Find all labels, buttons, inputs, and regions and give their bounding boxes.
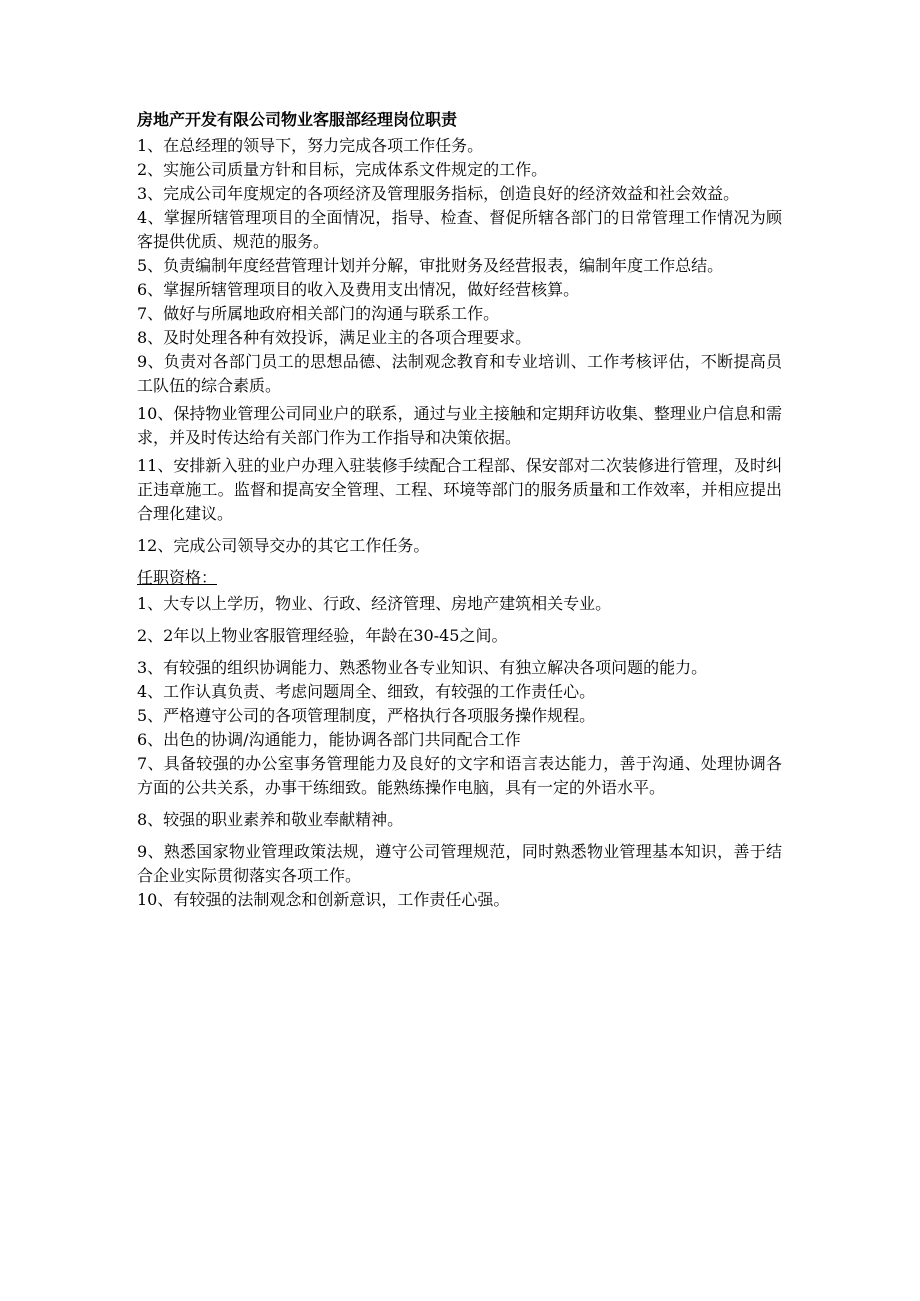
duties-list xyxy=(137,134,782,558)
qualifications-list xyxy=(137,592,782,912)
qualification-item-8: 8、较强的职业素养和敬业奉献精神。 xyxy=(137,810,404,829)
qualification-item-4: 4、工作认真负责、考虑问题周全、细致，有较强的工作责任心。 xyxy=(137,682,596,701)
qualification-item-2: 2、2年以上物业客服管理经验，年龄在30-45之间。 xyxy=(137,626,508,645)
duty-item-9: 9、负责对各部门员工的思想品德、法制观念教育和专业培训、工作考核评估，不断提高员工队伍的综合素质。 xyxy=(137,352,782,395)
duty-item-8: 8、及时处理各种有效投诉，满足业主的各项合理要求。 xyxy=(137,328,532,347)
qualification-item-1: 1、大专以上学历，物业、行政、经济管理、房地产建筑相关专业。 xyxy=(137,594,612,613)
qualification-item-6: 6、出色的协调/沟通能力，能协调各部门共同配合工作 xyxy=(137,730,521,749)
qualification-item-9: 9、熟悉国家物业管理政策法规，遵守公司管理规范，同时熟悉物业管理基本知识，善于结合企业实际贯彻落实各项工作。 xyxy=(137,842,782,885)
qualifications-heading: 任职资格： xyxy=(137,568,218,587)
document-title: 房地产开发有限公司物业客服部经理岗位职责 xyxy=(137,110,458,129)
qualification-item-3: 3、有较强的组织协调能力、熟悉物业各专业知识、有独立解决各项问题的能力。 xyxy=(137,658,708,677)
duty-item-6: 6、掌握所辖管理项目的收入及费用支出情况，做好经营核算。 xyxy=(137,280,580,299)
qualification-item-5: 5、严格遵守公司的各项管理制度，严格执行各项服务操作规程。 xyxy=(137,706,596,725)
duty-item-5: 5、负责编制年度经营管理计划并分解，审批财务及经营报表，编制年度工作总结。 xyxy=(137,256,724,275)
duty-item-4: 4、掌握所辖管理项目的全面情况，指导、检查、督促所辖各部门的日常管理工作情况为顾客提供优质、规范的服务。 xyxy=(137,208,782,251)
duty-item-11: 11、安排新入驻的业户办理入驻装修手续配合工程部、保安部对二次装修进行管理，及时纠正违章施工。监督和提高安全管理、工程、环境等部门的服务质量和工作效率，并相应提出合理化建议。 xyxy=(137,456,782,523)
duty-item-2: 2、实施公司质量方针和目标，完成体系文件规定的工作。 xyxy=(137,160,548,179)
duty-item-7: 7、做好与所属地政府相关部门的沟通与联系工作。 xyxy=(137,304,500,323)
qualification-item-7: 7、具备较强的办公室事务管理能力及良好的文字和语言表达能力，善于沟通、处理协调各方面的公共关系，办事干练细致。能熟练操作电脑，具有一定的外语水平。 xyxy=(137,754,782,797)
duty-item-1: 1、在总经理的领导下，努力完成各项工作任务。 xyxy=(137,136,484,155)
duty-item-3: 3、完成公司年度规定的各项经济及管理服务指标，创造良好的经济效益和社会效益。 xyxy=(137,184,740,203)
duty-item-12: 12、完成公司领导交办的其它工作任务。 xyxy=(137,536,430,555)
qualification-item-10: 10、有较强的法制观念和创新意识，工作责任心强。 xyxy=(137,890,510,909)
document-page xyxy=(137,108,782,912)
duty-item-10: 10、保持物业管理公司同业户的联系，通过与业主接触和定期拜访收集、整理业户信息和需求，并及时传达给有关部门作为工作指导和决策依据。 xyxy=(137,404,782,447)
